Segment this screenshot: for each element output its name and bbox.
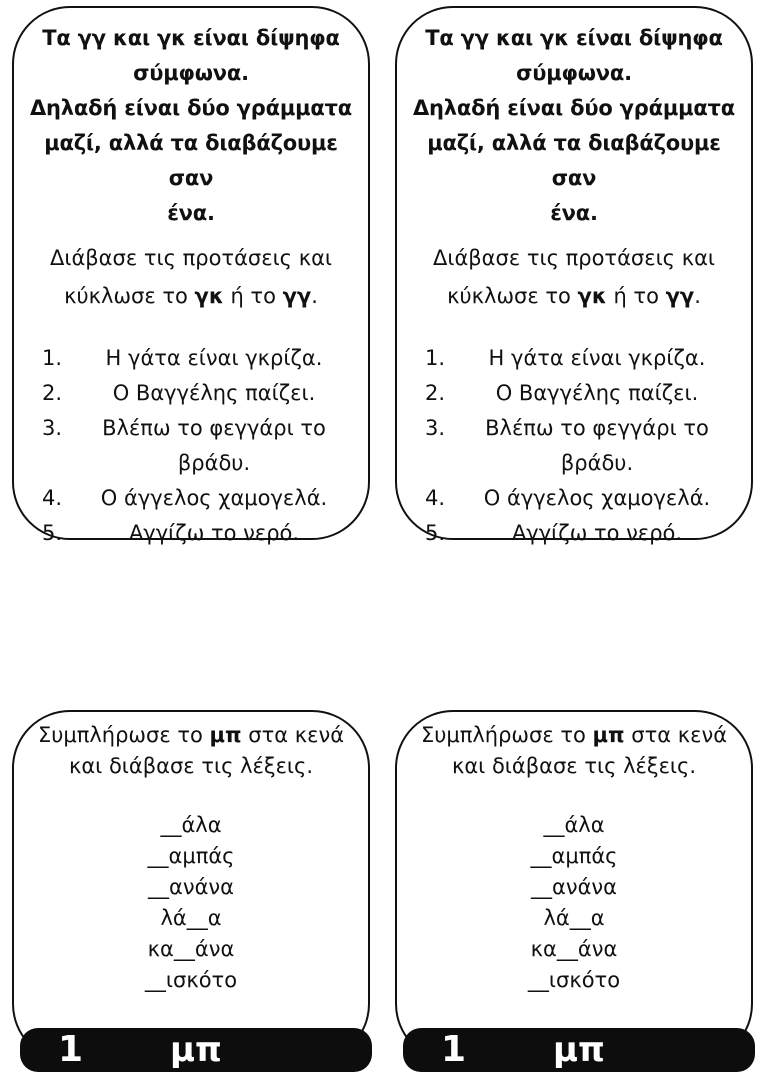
fill-word: __αμπάς [147,844,235,868]
sentence-number: 3. [425,416,446,440]
instruction-text: . [311,284,318,308]
digraph-gk: γκ [194,284,224,308]
sentence-text: Ο Βαγγέλης παίζει. [112,381,316,405]
instruction-text: Συμπλήρωσε το [37,723,210,747]
sentence-text: Αγγίζω το νερό. [511,521,683,545]
sentence-number: 5. [42,521,63,545]
fill-word: κα__άνα [147,937,235,961]
sentence-number: 2. [42,381,63,405]
sentence-list [397,341,751,551]
fill-word: __άλα [160,813,222,837]
digraph-card-left [12,6,370,545]
sentence-text: Η γάτα είναι γκρίζα. [105,346,323,370]
fill-word: __ανάνα [148,875,234,899]
fill-word: __ισκότο [144,968,238,992]
sentence-text: Βλέπω το φεγγάρι το βράδυ. [485,416,709,475]
intro-line: σύμφωνα. [133,61,249,85]
instruction-text: κύκλωσε το [64,284,195,308]
intro-line: μαζί, αλλά τα διαβάζουμε σαν [44,131,338,190]
sentence-item [397,516,751,551]
instruction-text: Συμπλήρωσε το [420,723,593,747]
fill-word: __άλα [543,813,605,837]
sentence-item [14,341,368,376]
intro-line: μαζί, αλλά τα διαβάζουμε σαν [427,131,721,190]
sentence-number: 1. [42,346,63,370]
sentence-item [14,516,368,551]
instruction-text: στα κενά [624,723,728,747]
sentence-number: 5. [425,521,446,545]
card-label-bar-left [20,1028,372,1072]
sentence-text: Η γάτα είναι γκρίζα. [488,346,706,370]
card-digraph-label: μπ [170,1030,222,1070]
instruction-line [14,720,368,751]
digraph-mp: μπ [592,723,625,747]
sentence-item [14,481,368,516]
fill-instruction [14,712,368,782]
instruction-line [397,720,751,751]
sentence-number: 4. [425,486,446,510]
instruction-line: Διάβασε τις προτάσεις και [49,246,333,270]
instruction-line: και διάβασε τις λέξεις. [68,754,314,778]
digraph-card-right [395,6,753,545]
sentence-number: 2. [425,381,446,405]
fill-word: __ισκότο [527,968,621,992]
intro-line: Δηλαδή είναι δύο γράμματα [30,96,352,120]
instruction-text: ή το [606,284,666,308]
sentence-text: Αγγίζω το νερό. [128,521,300,545]
sentence-item [397,376,751,411]
intro-line: σύμφωνα. [516,61,632,85]
fill-word: __αμπάς [530,844,618,868]
fill-word: λά__α [543,906,605,930]
card-number: 1 [58,1029,84,1070]
fill-mp-card-left [12,710,370,1062]
word-list [397,810,751,996]
intro-line: Τα γγ και γκ είναι δίψηφα [425,26,723,50]
instruction-line [397,277,751,315]
sentence-text: Βλέπω το φεγγάρι το βράδυ. [102,416,326,475]
digraph-gg: γγ [665,284,695,308]
fill-word: λά__α [160,906,222,930]
sentence-item [397,411,751,481]
intro-line: Δηλαδή είναι δύο γράμματα [413,96,735,120]
word-list [14,810,368,996]
sentence-text: Ο άγγελος χαμογελά. [100,486,328,510]
sentence-item [14,411,368,481]
sentence-number: 4. [42,486,63,510]
card-intro [397,8,751,231]
instruction-text: κύκλωσε το [447,284,578,308]
instruction-text: ή το [223,284,283,308]
card-label-bar-right [403,1028,755,1072]
digraph-gg: γγ [282,284,312,308]
card-intro [14,8,368,231]
sentence-text: Ο άγγελος χαμογελά. [483,486,711,510]
instruction-text: στα κενά [241,723,345,747]
fill-instruction [397,712,751,782]
sentence-list [14,341,368,551]
instruction-line: και διάβασε τις λέξεις. [451,754,697,778]
sentence-item [14,376,368,411]
digraph-mp: μπ [209,723,242,747]
card-instruction [397,239,751,315]
sentence-number: 3. [42,416,63,440]
sentence-item [397,481,751,516]
sentence-text: Ο Βαγγέλης παίζει. [495,381,699,405]
instruction-line: Διάβασε τις προτάσεις και [432,246,716,270]
fill-word: __ανάνα [531,875,617,899]
instruction-text: . [694,284,701,308]
digraph-gk: γκ [577,284,607,308]
sentence-number: 1. [425,346,446,370]
fill-word: κα__άνα [530,937,618,961]
intro-line: Τα γγ και γκ είναι δίψηφα [42,26,340,50]
card-number: 1 [441,1029,467,1070]
instruction-line [14,277,368,315]
fill-mp-card-right [395,710,753,1062]
intro-line: ένα. [167,201,215,225]
card-digraph-label: μπ [553,1030,605,1070]
sentence-item [397,341,751,376]
card-instruction [14,239,368,315]
intro-line: ένα. [550,201,598,225]
